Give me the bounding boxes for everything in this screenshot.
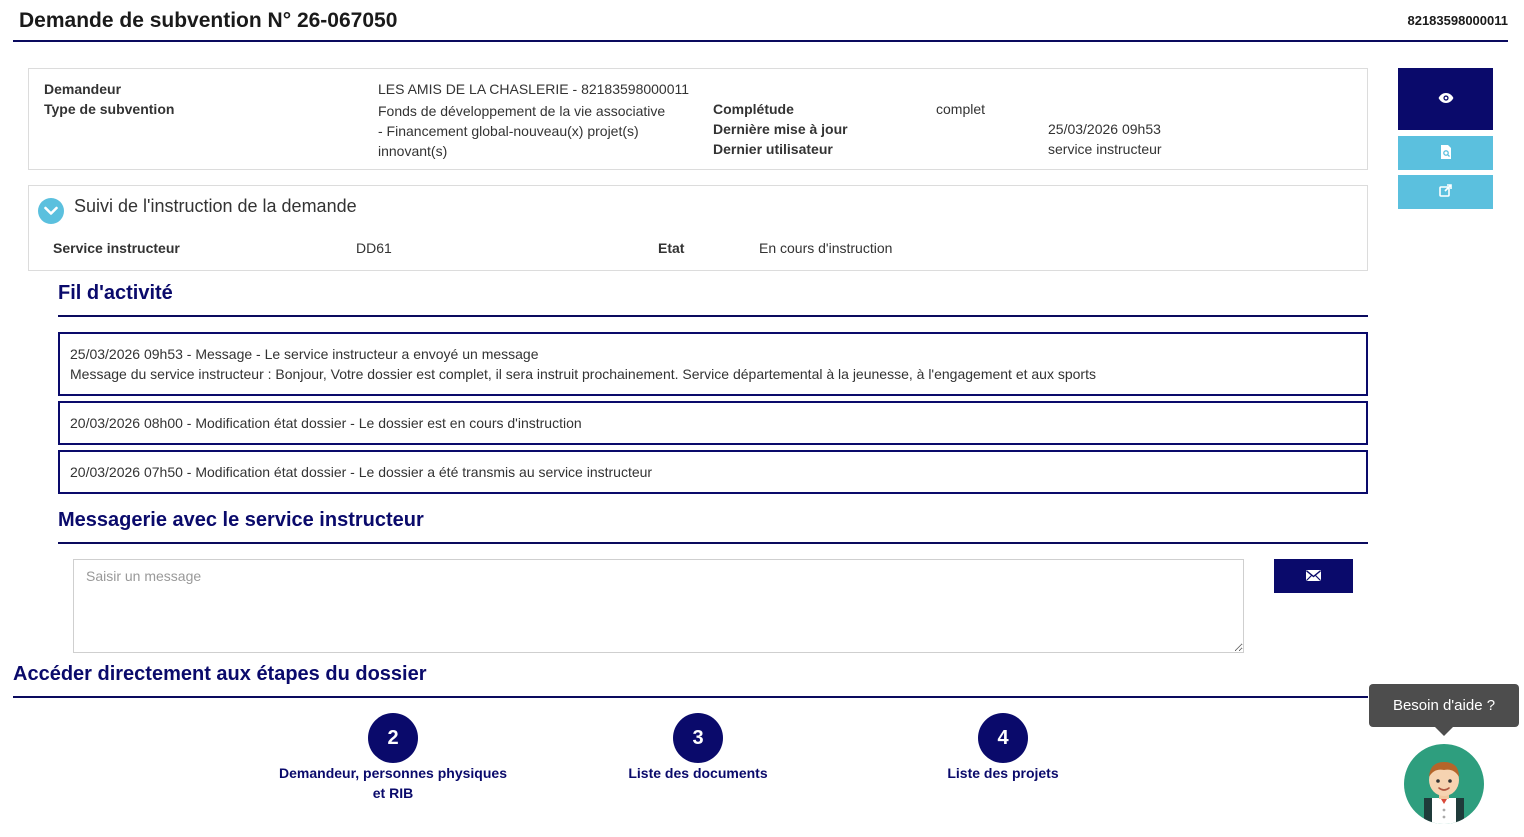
activity-item-line: 20/03/2026 07h50 - Modification état dossier - Le dossier a été transmis au service instructeur	[70, 464, 653, 480]
last-user-value: service instructeur	[1048, 141, 1162, 157]
header-siret: 82183598000011	[1407, 13, 1508, 28]
page-title: Demande de subvention N° 26-067050	[19, 9, 398, 32]
completude-value: complet	[936, 101, 986, 117]
share-button[interactable]	[1398, 175, 1493, 209]
activity-item-message: Message du service instructeur : Bonjour, Votre dossier est complet, il sera instruit prochainement. Service départemental à la jeunesse, à l'engagement et aux sports	[70, 366, 1096, 382]
etat-label: Etat	[658, 240, 685, 256]
step-2-label[interactable]	[258, 763, 528, 803]
steps-title: Accéder directement aux étapes du dossier	[13, 663, 427, 685]
header-divider	[13, 40, 1508, 42]
help-tooltip-arrow	[1434, 726, 1454, 736]
suivi-collapse-toggle[interactable]	[38, 198, 64, 224]
activity-item	[58, 450, 1368, 494]
summary-panel	[28, 68, 1368, 170]
activity-item	[58, 401, 1368, 445]
envelope-icon	[1306, 569, 1321, 584]
steps-divider	[13, 696, 1368, 698]
activity-title: Fil d'activité	[58, 282, 173, 304]
external-share-icon	[1439, 184, 1453, 200]
step-4-button[interactable]: 4	[978, 713, 1028, 763]
type-subvention-label: Type de subvention	[44, 101, 175, 117]
activity-divider	[58, 315, 1368, 317]
message-input[interactable]	[73, 559, 1244, 653]
step-label-line: et RIB	[372, 785, 414, 801]
demandeur-value: LES AMIS DE LA CHASLERIE - 82183598000011	[378, 81, 690, 97]
step-4-label[interactable]: Liste des projets	[947, 765, 1059, 781]
suivi-title: Suivi de l'instruction de la demande	[74, 196, 357, 216]
step-2-button[interactable]: 2	[368, 713, 418, 763]
help-tooltip[interactable]: Besoin d'aide ?	[1369, 684, 1519, 727]
type-subvention-line: Fonds de développement de la vie associative	[378, 103, 666, 119]
step-label-line: Demandeur, personnes physiques	[279, 765, 507, 781]
activity-item	[58, 332, 1368, 396]
demandeur-label: Demandeur	[44, 81, 122, 97]
step-3-button[interactable]: 3	[673, 713, 723, 763]
document-search-icon	[1440, 145, 1452, 162]
chevron-down-icon	[44, 203, 58, 219]
type-subvention-value	[378, 101, 665, 161]
last-user-label: Dernier utilisateur	[713, 141, 833, 157]
type-subvention-line: - Financement global-nouveau(x) projet(s)	[378, 123, 639, 139]
eye-icon	[1438, 92, 1454, 107]
send-message-button[interactable]	[1274, 559, 1353, 593]
activity-item-line: 25/03/2026 09h53 - Message - Le service instructeur a envoyé un message	[70, 346, 539, 362]
messaging-title: Messagerie avec le service instructeur	[58, 509, 424, 531]
completude-label: Complétude	[713, 101, 794, 117]
etat-value: En cours d'instruction	[759, 240, 893, 256]
step-3-label[interactable]: Liste des documents	[628, 765, 768, 781]
view-button[interactable]	[1398, 68, 1493, 130]
last-update-value: 25/03/2026 09h53	[1048, 121, 1161, 137]
document-preview-button[interactable]	[1398, 136, 1493, 170]
service-instructeur-value: DD61	[356, 240, 392, 256]
type-subvention-line: innovant(s)	[378, 143, 448, 159]
activity-item-line: 20/03/2026 08h00 - Modification état dossier - Le dossier est en cours d'instruction	[70, 415, 582, 431]
last-update-label: Dernière mise à jour	[713, 121, 848, 137]
service-instructeur-label: Service instructeur	[53, 240, 180, 256]
messaging-divider	[58, 542, 1368, 544]
help-assistant-button[interactable]	[1404, 744, 1484, 824]
assistant-avatar-icon	[1404, 811, 1484, 824]
